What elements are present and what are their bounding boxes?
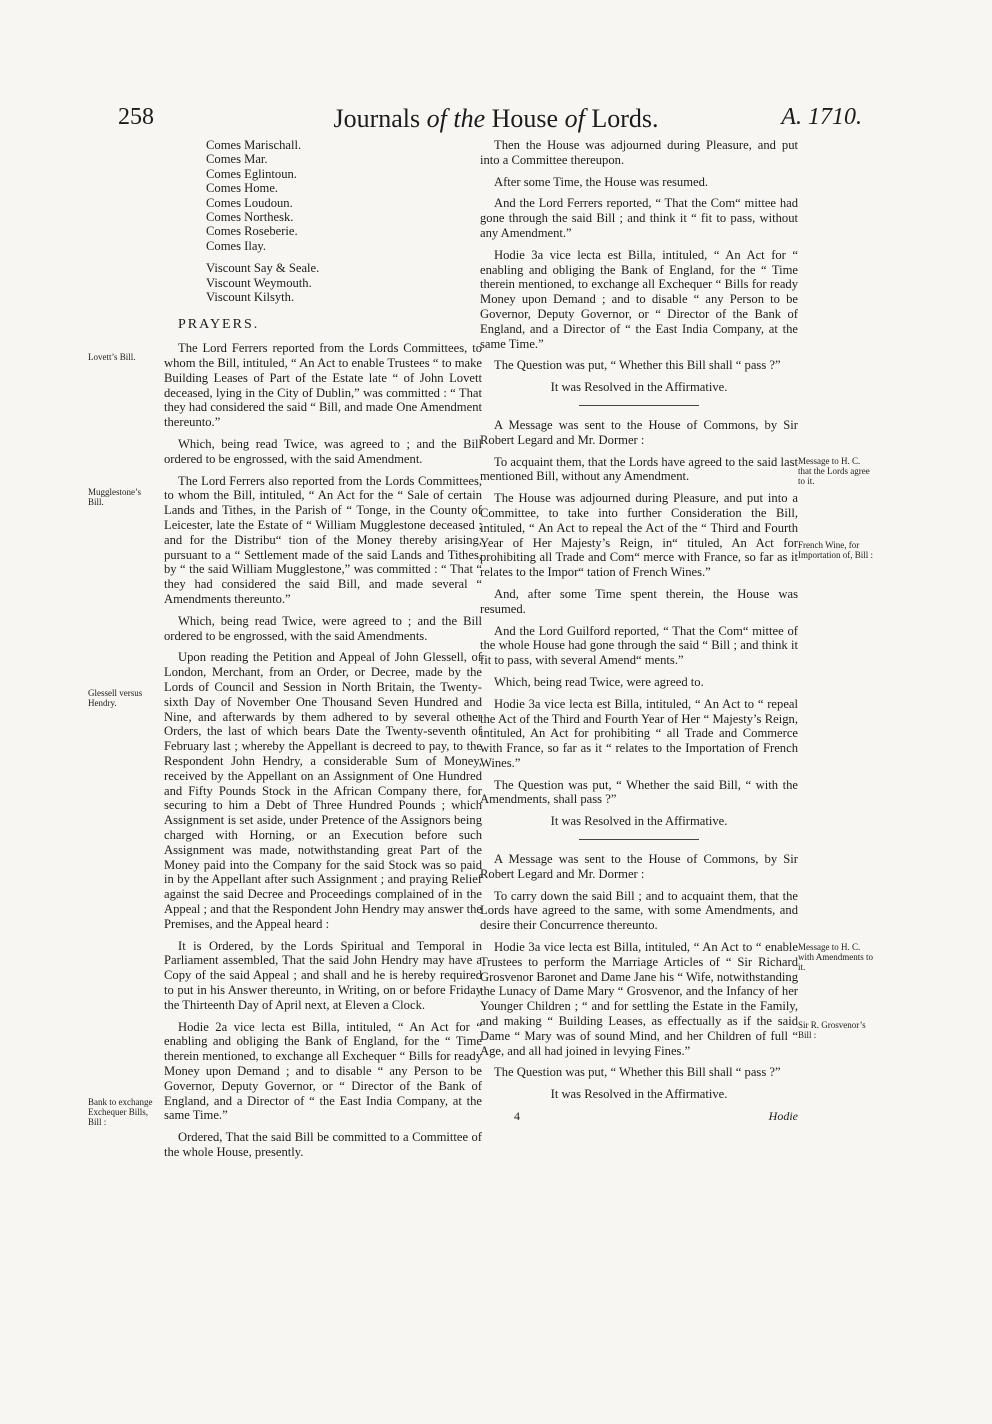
divider [579,839,699,840]
peer-name: Comes Home. [206,181,279,196]
page-footer [480,1109,798,1125]
peer-name: Comes Northesk. [206,210,294,225]
paragraph: Which, being read Twice, were agreed to. [494,674,704,689]
peer-name: Viscount Kilsyth. [206,290,295,305]
paragraph: Ordered, That the said Bill be committed to a Committee of the whole House, presently. [164,1130,482,1159]
peer-name: Comes Eglintoun. [206,166,297,181]
signature-mark: 4 [514,1109,520,1124]
margin-note-lovett: Lovett’s Bill. [88,352,136,362]
paragraph: Which, being read Twice, were agreed to ; and the Bill ordered to be engrossed, with the said Amendments. [164,613,482,643]
peer-name: Viscount Say & Seale. [206,261,320,276]
question: The Question was put, “ Whether this Bill shall “ pass ?” [494,1065,781,1080]
paragraph-lovett: The Lord Ferrers reported from the Lords Committees, to whom the Bill, intituled, “ An Act to enable Trustees “ to make Building Leases of Part of the Estate late “ of John Lovett deceased, lying in the City of Dublin,” was committed : “ That they had considered the said “ Bill, and made One Amendment thereunto.” [164,341,482,430]
paragraph-order: It is Ordered, by the Lords Spiritual and Temporal in Parliament assembled, That the said John Hendry may have a Copy of the said Appeal ; and shall and he is hereby required to put in his Answer thereunto, in Writing, on or before Friday the Thirteenth Day of April next, at Eleven a Clock. [164,938,482,1012]
resolution: It was Resolved in the Affirmative. [550,1087,728,1102]
title-part-of: of [564,104,585,133]
margin-note-message1: Message to H. C. that the Lords agree to it. [798,456,870,486]
catchword: Hodie [768,1109,798,1124]
paragraph-grosvenor: Hodie 3a vice lecta est Billa, intituled, “ An Act to “ enable Trustees to perform the Marriage Articles of “ Sir Richard Grosvenor Baronet and Dame Jane his “ Wife, notwithstanding the Lunacy of Dame Mary “ Grosvenor, and the Infancy of her Younger Children ; “ and for settling the Estate in the Family, and making “ Building Leases, as effectually as if the said Dame “ Mary was of sound Mind, and her Children of full “ Age, and all had joined in levying Fines.” [480,940,798,1058]
peer-name: Comes Marischall. [206,138,302,152]
question: The Question was put, “ Whether the said Bill, “ with the Amendments, shall pass ?” [480,777,798,807]
resolution: It was Resolved in the Affirmative. [550,380,728,395]
peer-name: Comes Roseberie. [206,224,298,239]
peers-list [206,138,482,304]
paragraph: Hodie 3a vice lecta est Billa, intituled, “ An Act to “ repeal the Act of the Third and Fourth Year of Her “ Majesty’s Reign, intituled, An Act for prohibiting “ all Trade and Commerce with France, so far as it “ relates to the Importation of French Wines.” [480,696,798,770]
resolution: It was Resolved in the Affirmative. [550,814,728,829]
left-column [164,138,482,1167]
peer-name: Comes Mar. [206,152,268,167]
paragraph-mugglestone: The Lord Ferrers also reported from the Lords Committees, to whom the Bill, intituled, “ An Act for the “ Sale of certain Lands and Tithes, in the Parish of “ Tonge, in the County of Leicester, late the Estate of “ William Mugglestone deceased ; and for the Distribu“ tion of the Money thereby arising, pursuant to a “ Settlement made of the said Lands and Tithes, by “ the said William Mugglestone,” was committed : “ That “ they had considered the said Bill, and made several “ Amendments thereunto.” [164,473,482,607]
peer-name: Viscount Weymouth. [206,275,312,290]
title-part-house: House [485,104,565,133]
divider [579,405,699,406]
question: The Question was put, “ Whether this Bill shall “ pass ?” [494,358,781,373]
paragraph: And the Lord Ferrers reported, “ That the Com“ mittee had gone through the said Bill ; and think it “ fit to pass, without any Amendment.” [480,196,798,240]
paragraph: Then the House was adjourned during Pleasure, and put into a Committee thereupon. [480,138,798,167]
paragraph: Which, being read Twice, was agreed to ; and the Bill ordered to be engrossed, with the said Amendment. [164,437,482,466]
margin-note-grosvenor: Sir R. Grosvenor’s Bill : [798,1020,866,1040]
paragraph: After some Time, the House was resumed. [494,174,709,189]
margin-note-glessell: Glessell versus Hendry. [88,688,143,708]
paragraph: And the Lord Guilford reported, “ That the Com“ mittee of the whole House had gone through the said “ Bill ; and think it fit to pass, with several Amend“ ments.” [480,623,798,668]
peer-name: Comes Loudoun. [206,195,293,210]
paragraph-french-wine: The House was adjourned during Pleasure, and put into a Committee, to take into further Consideration the Bill, intituled, “ An Act to repeal the Act of the “ Third and Fourth Year of Her Majesty’s Reign, in“ tituled, An Act for prohibiting all Trade and Com“ merce with France, so far as it relates to the Impor“ tation of French Wines.” [480,491,798,580]
margin-note-message2: Message to H. C. with Amendments to it. [798,942,873,972]
paragraph: And, after some Time spent therein, the House was resumed. [480,586,798,616]
paragraph-message: A Message was sent to the House of Commons, by Sir Robert Legard and Mr. Dormer : [480,417,798,447]
section-heading: PRAYERS. [178,317,260,333]
paragraph-bank-bill: Hodie 2a vice lecta est Billa, intituled, “ An Act for “ enabling and obliging the Bank of England, for the “ Time therein mentioned, to exchange all Exchequer “ Bills for ready Money upon Demand ; and to disable “ any Person to be Governor, Deputy Governor, or “ Director of the Bank of England, and a Director of “ the East India Company, at the same Time.” [164,1019,482,1123]
paragraph: To acquaint them, that the Lords have agreed to the said last mentioned Bill, without any Amendment. [480,454,798,484]
title-part-of-the: of the [426,104,486,133]
paragraph-message: A Message was sent to the House of Commons, by Sir Robert Legard and Mr. Dormer : [480,852,798,881]
right-column [480,138,798,1125]
margin-note-mugglestone: Mugglestone’s Bill. [88,487,141,507]
paragraph-glessell: Upon reading the Petition and Appeal of John Glessell, of London, Merchant, from an Order, or Decree, made by the Lords of Council and Session in North Britain, the Twenty-sixth Day of November One Thousand Seven Hundred and Nine, and afterwards by them adhered to by several other Orders, the last of which bears Date the Twenty-seventh of February last ; whereby the Appellant is decreed to pay, to the Respondent John Hendry, a considerable Sum of Money, received by the Appellant on an Assignment of One Hundred and Fifty Pounds Stock in the African Company there, for securing to him a Debt of Three Hundred Pounds ; which Assignment is set aside, under Pretence of the Assignors being charged with Horning, or an Execution before such Assignment was made, notwithstanding great Part of the Money paid into the Company for the said Stock was so paid in by the Appellant after such Assignment ; and praying Relief against the said Decree and Proceedings complained of in the Appeal ; and that the Respondent John Hendry may answer the Premises, and the Appeal heard : [164,650,482,931]
paragraph: Hodie 3a vice lecta est Billa, intituled, “ An Act for “ enabling and obliging the Bank of England, for the “ Time therein mentioned, to exchange all Exchequer “ Bills for ready Money upon Demand ; and to disable “ any Person to be Governor, Deputy Governor, or “ Director of the Bank of England, and a Director of “ the East India Company, at the same Time.” [480,247,798,351]
year: A. 1710. [781,104,862,130]
margin-note-bank: Bank to exchange Exchequer Bills, Bill : [88,1097,153,1127]
title-part-lords: Lords. [584,104,659,133]
paragraph: To carry down the said Bill ; and to acquaint them, that the Lords have agreed to the same, with some Amendments, and desire their Concurrence thereunto. [480,888,798,933]
margin-note-french-wine: French Wine, for Importation of, Bill : [798,540,873,560]
title-part-journals: Journals [333,104,427,133]
page-header [0,104,992,138]
page-number: 258 [118,104,154,130]
peer-name: Comes Ilay. [206,238,267,253]
